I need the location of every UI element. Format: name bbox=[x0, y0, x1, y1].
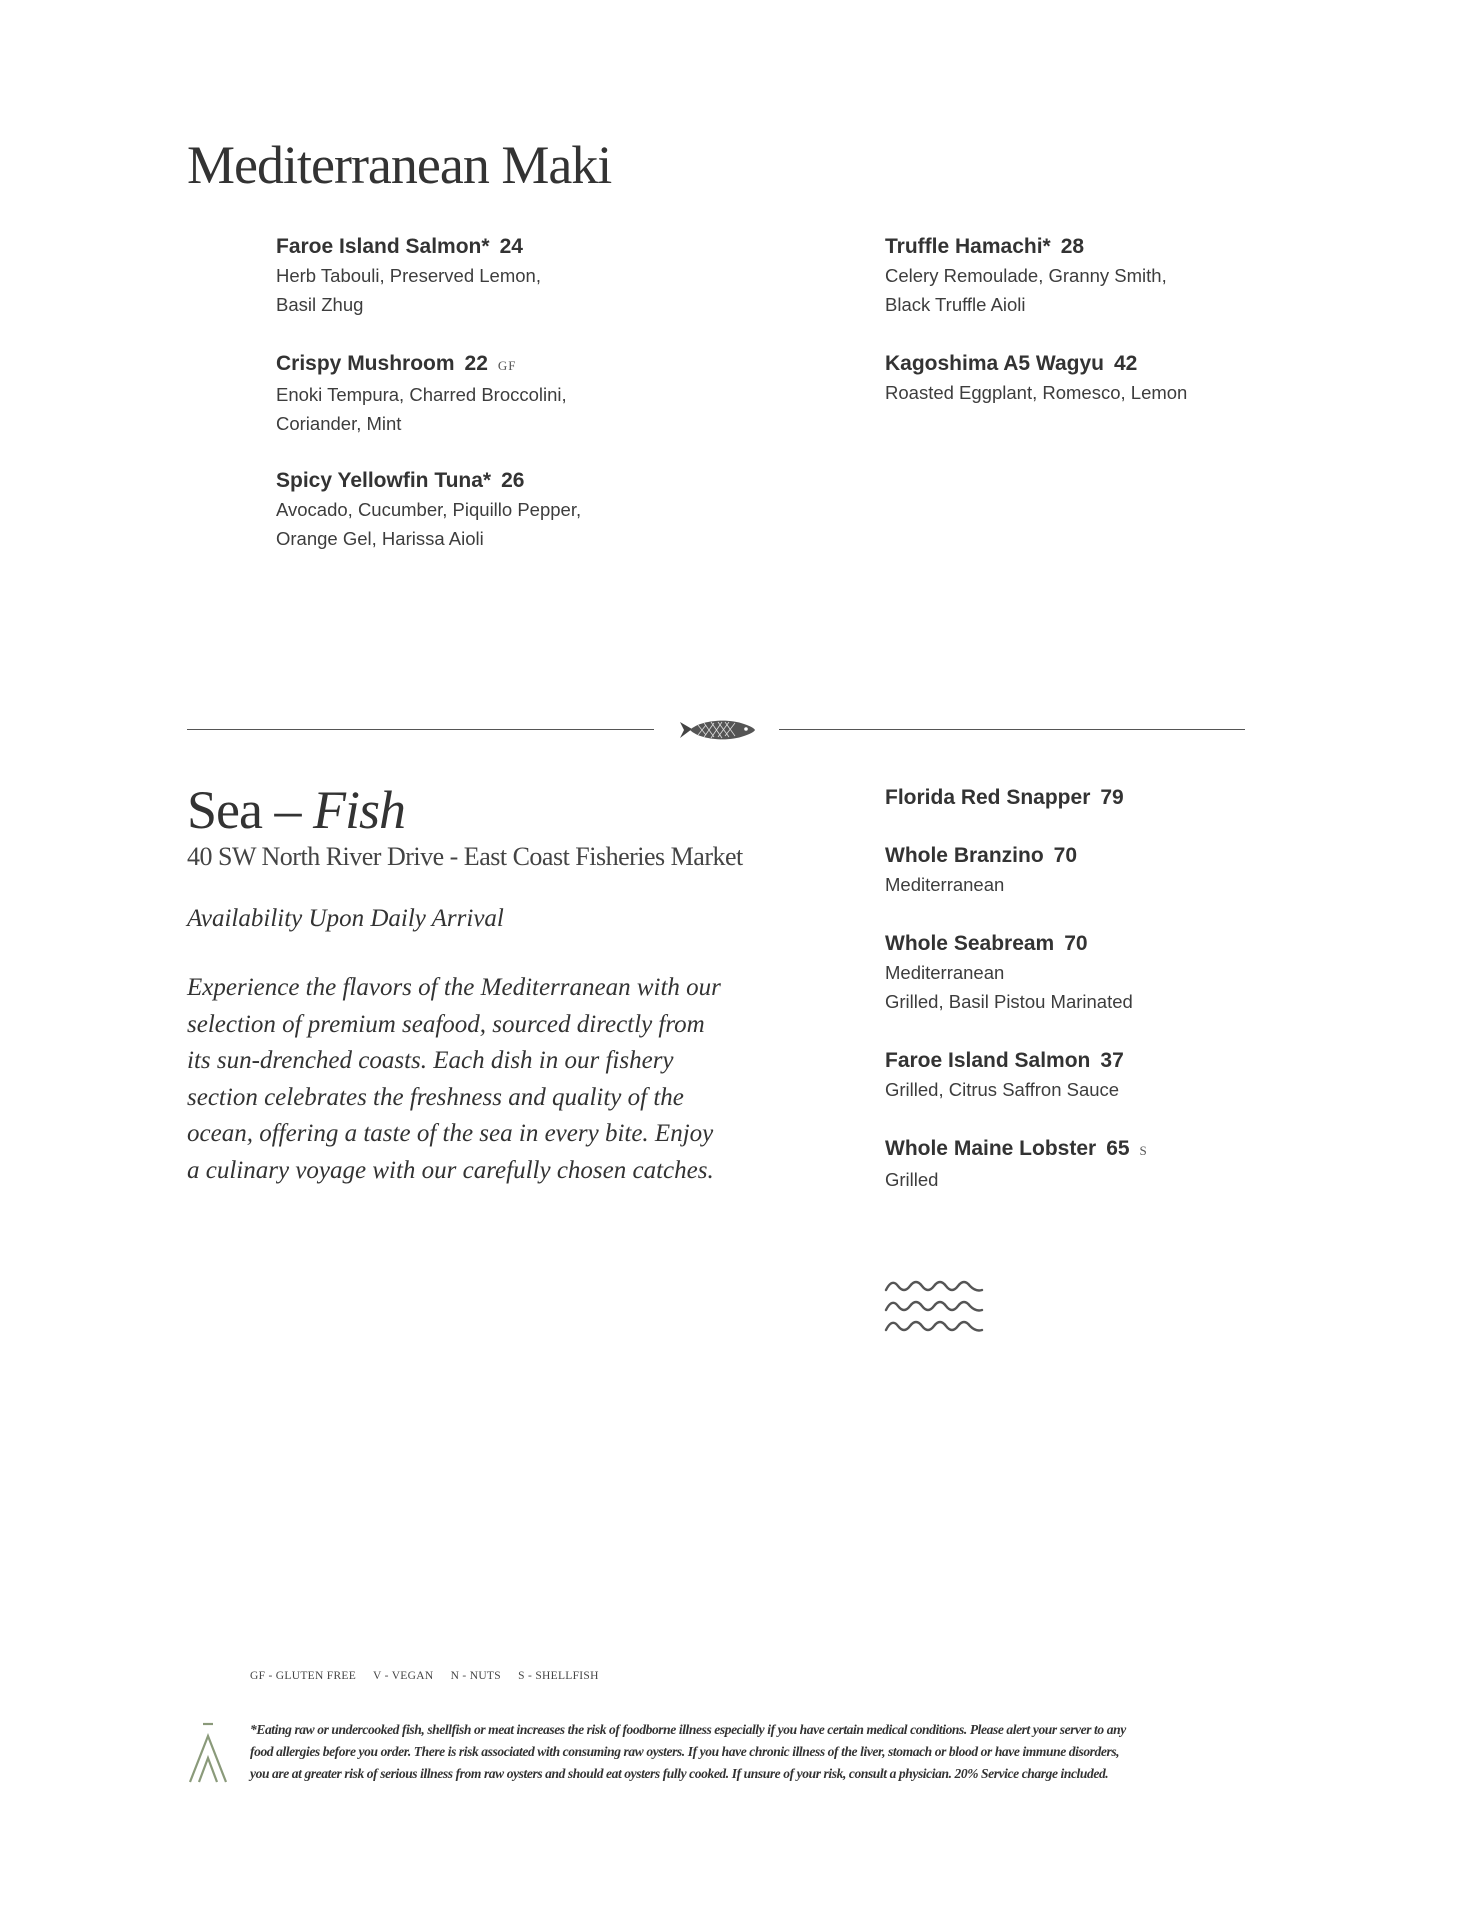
item-description: Grilled bbox=[885, 1169, 939, 1190]
menu-item bbox=[885, 1135, 1305, 1194]
waves-icon bbox=[884, 1276, 984, 1340]
disclaimer-line: food allergies before you order. There is risk associated with consuming raw oysters. If you have chronic illness of the liver, stomach or blood or have immune disorders, bbox=[250, 1744, 1120, 1759]
item-price: 28 bbox=[1060, 235, 1085, 258]
legend-item: S - SHELLFISH bbox=[518, 1670, 599, 1682]
menu-item bbox=[885, 350, 1305, 407]
divider-line-left bbox=[187, 729, 654, 730]
menu-item bbox=[276, 350, 696, 438]
item-name: Whole Maine Lobster bbox=[885, 1137, 1097, 1160]
item-name: Spicy Yellowfin Tuna* bbox=[276, 469, 492, 492]
item-description: Mediterranean bbox=[885, 962, 1005, 983]
item-name: Florida Red Snapper bbox=[885, 786, 1091, 809]
menu-item bbox=[276, 233, 696, 319]
legend-item: N - NUTS bbox=[450, 1670, 501, 1682]
menu-item bbox=[885, 842, 1305, 899]
legend-item: GF - GLUTEN FREE bbox=[250, 1670, 357, 1682]
menu-item bbox=[885, 1047, 1305, 1104]
section-title-italic: Fish bbox=[312, 780, 405, 840]
menu-item bbox=[885, 784, 1305, 812]
item-description: Avocado, Cucumber, Piquillo Pepper, bbox=[276, 499, 582, 520]
item-description: Roasted Eggplant, Romesco, Lemon bbox=[885, 382, 1188, 403]
item-price: 22 bbox=[464, 352, 488, 375]
item-price: 42 bbox=[1113, 352, 1138, 375]
item-description: Herb Tabouli, Preserved Lemon, bbox=[276, 265, 541, 286]
menu-item bbox=[276, 467, 696, 553]
item-name: Whole Seabream bbox=[885, 932, 1055, 955]
item-price: 79 bbox=[1100, 786, 1124, 809]
item-description: Orange Gel, Harissa Aioli bbox=[276, 528, 484, 549]
disclaimer bbox=[250, 1719, 1250, 1785]
item-price: 70 bbox=[1064, 932, 1088, 955]
menu-item bbox=[885, 930, 1305, 1016]
dietary-tag: S bbox=[1139, 1143, 1148, 1158]
section-title-sea bbox=[187, 778, 405, 842]
market-address: 40 SW North River Drive - East Coast Fisheries Market bbox=[187, 842, 743, 871]
section-title-main: Sea – bbox=[187, 780, 313, 840]
divider-line-right bbox=[779, 729, 1245, 730]
section-description: Experience the flavors of the Mediterranean with our selection of premium seafood, sourced directly from its sun-drenched coasts. Each dish in our fishery section celebrates the freshness and quality of the ocean, offering a taste of the sea in every bite. Enjoy a culinary voyage with our carefully chosen catches. bbox=[187, 974, 721, 1184]
item-description: Celery Remoulade, Granny Smith, bbox=[885, 265, 1167, 286]
fish-icon bbox=[678, 716, 756, 744]
section-title-maki: Mediterranean Maki bbox=[187, 135, 612, 195]
item-description: Coriander, Mint bbox=[276, 413, 402, 434]
item-name: Faroe Island Salmon* bbox=[276, 235, 490, 258]
item-price: 65 bbox=[1106, 1137, 1130, 1160]
item-description: Mediterranean bbox=[885, 874, 1005, 895]
item-price: 26 bbox=[501, 469, 525, 492]
item-description: Grilled, Basil Pistou Marinated bbox=[885, 991, 1133, 1012]
dietary-tag: GF bbox=[497, 358, 517, 373]
item-name: Faroe Island Salmon bbox=[885, 1049, 1091, 1072]
item-description: Enoki Tempura, Charred Broccolini, bbox=[276, 384, 567, 405]
disclaimer-line: you are at greater risk of serious illness from raw oysters and should eat oysters fully cooked. If unsure of your risk, consult a physician. 20% Service charge included. bbox=[250, 1766, 1109, 1781]
item-name: Whole Branzino bbox=[885, 844, 1044, 867]
disclaimer-line: *Eating raw or undercooked fish, shellfish or meat increases the risk of foodborne illness especially if you have certain medical conditions. Please alert your server to any bbox=[250, 1722, 1126, 1737]
item-description: Basil Zhug bbox=[276, 294, 364, 315]
item-name: Crispy Mushroom bbox=[276, 352, 455, 375]
item-name: Kagoshima A5 Wagyu bbox=[885, 352, 1104, 375]
item-price: 70 bbox=[1053, 844, 1078, 867]
legend-item: V - VEGAN bbox=[373, 1670, 434, 1682]
menu-item bbox=[885, 233, 1305, 319]
availability-note: Availability Upon Daily Arrival bbox=[187, 905, 504, 932]
item-name: Truffle Hamachi* bbox=[885, 235, 1051, 258]
item-price: 37 bbox=[1100, 1049, 1124, 1072]
item-price: 24 bbox=[499, 235, 523, 258]
item-description: Grilled, Citrus Saffron Sauce bbox=[885, 1079, 1120, 1100]
brand-logo-icon bbox=[187, 1722, 229, 1784]
item-description: Black Truffle Aioli bbox=[885, 294, 1026, 315]
dietary-legend bbox=[250, 1670, 613, 1682]
